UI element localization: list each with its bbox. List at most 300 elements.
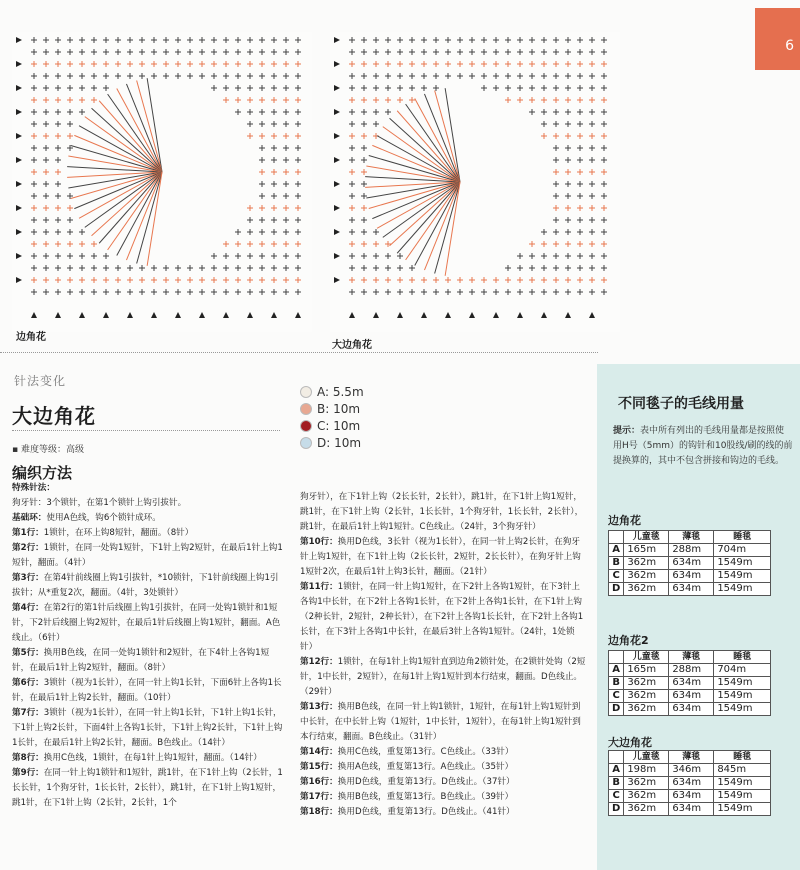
row-text: 1锁针，在同一针上钩1短针，在下2针上各钩1短针，在下3针上各钩1中长针，在下2针上各钩1长针，在下2针上各钩1长针，在下1针上钩（2种长针，2短针，2种长针），在下2针上各钩1长长针，在下2针上各钩1长针，在下3针上各钩1中长针，在最后3针上各钩1短针。（24针，1处锁针）: [300, 582, 584, 652]
stitch-mark: [115, 265, 121, 271]
stitch-mark: [199, 37, 205, 43]
stitch-mark: [103, 85, 109, 91]
instruction-row: [300, 745, 586, 760]
stitch-mark: [283, 289, 289, 295]
row-key: D: [609, 583, 624, 596]
yarn-table-title: 大边角花: [608, 736, 652, 749]
stitch-mark: [31, 289, 37, 295]
stitch-mark: [601, 157, 607, 163]
stitch-mark: [235, 85, 241, 91]
stitch-mark: [79, 253, 85, 259]
stitch-mark: [553, 85, 559, 91]
instruction-row: [300, 775, 586, 790]
stitch-mark: [409, 73, 415, 79]
instruction-row: [300, 760, 586, 775]
difficulty-text: 难度等级：高级: [20, 445, 84, 455]
stitch-mark: [433, 289, 439, 295]
row-key: B: [609, 777, 624, 790]
stitch-mark: [271, 289, 277, 295]
stitch-mark: [259, 217, 265, 223]
row-label: 第17行：: [300, 792, 338, 802]
row-key: A: [609, 544, 624, 557]
stitch-mark: [589, 145, 595, 151]
stitch-mark: [421, 277, 427, 283]
arrow-icon: [151, 312, 157, 318]
stitch-mark: [31, 97, 37, 103]
stitch-mark: [271, 85, 277, 91]
stitch-mark: [43, 229, 49, 235]
stitch-mark: [31, 73, 37, 79]
stitch-mark: [247, 133, 253, 139]
stitch-mark: [271, 49, 277, 55]
stitch-mark: [151, 73, 157, 79]
stitch-mark: [67, 133, 73, 139]
stitch-mark: [67, 121, 73, 127]
stitch-mark: [283, 145, 289, 151]
table-row: [609, 664, 771, 677]
stitch-mark: [163, 289, 169, 295]
legend-item: [300, 417, 364, 434]
arrow-icon: [31, 312, 37, 318]
stitch-mark: [55, 289, 61, 295]
stitch-mark: [373, 241, 379, 247]
stitch-mark: [259, 241, 265, 247]
table-cell: 1549m: [714, 790, 771, 803]
legend-label: B: 10m: [317, 401, 361, 416]
stitch-mark: [259, 289, 265, 295]
table-cell: 634m: [669, 677, 714, 690]
stitch-mark: [565, 241, 571, 247]
row-text: 换用C色线，1锁针，在每1针上钩1短针，翻面。（14针）: [43, 753, 262, 763]
stitch-mark: [553, 277, 559, 283]
stitch-mark: [505, 289, 511, 295]
arrow-icon: [565, 312, 571, 318]
stitch-mark: [373, 229, 379, 235]
stitch-mark: [67, 265, 73, 271]
stitch-mark: [577, 193, 583, 199]
tip-text: 表中所有列出的毛线用量都是按照使用H号（5mm）的钩针和10股线/刷的线的前提换算的，其中不包含拼接和钩边的毛线。: [613, 426, 793, 466]
table-cell: 1549m: [714, 803, 771, 816]
stitch-mark: [601, 289, 607, 295]
stitch-mark: [43, 241, 49, 247]
stitch-mark: [55, 145, 61, 151]
stitch-mark: [43, 289, 49, 295]
stitch-mark: [361, 133, 367, 139]
stitch-mark: [577, 73, 583, 79]
stitch-mark: [505, 97, 511, 103]
stitch-mark: [31, 49, 37, 55]
stitch-mark: [589, 49, 595, 55]
stitch-mark: [103, 61, 109, 67]
stitch-mark: [283, 109, 289, 115]
table-cell: 634m: [669, 703, 714, 716]
stitch-mark: [259, 229, 265, 235]
stitch-mark: [235, 109, 241, 115]
stitch-mark: [55, 181, 61, 187]
page-number: 6: [785, 38, 794, 54]
table-cell: 362m: [624, 570, 669, 583]
stitch-mark: [577, 157, 583, 163]
stitch-mark: [433, 85, 439, 91]
stitch-mark: [259, 73, 265, 79]
stitch-mark: [247, 277, 253, 283]
stitch-mark: [553, 265, 559, 271]
stitch-mark: [517, 61, 523, 67]
stitch-mark: [103, 265, 109, 271]
stitch-mark: [139, 37, 145, 43]
stitch-mark: [541, 241, 547, 247]
stitch-mark: [505, 73, 511, 79]
stitch-mark: [235, 49, 241, 55]
stitch-mark: [361, 109, 367, 115]
stitch-mark: [589, 265, 595, 271]
stitch-mark: [247, 265, 253, 271]
stitch-mark: [151, 37, 157, 43]
stitch-mark: [43, 169, 49, 175]
stitch-mark: [43, 193, 49, 199]
legend-label: C: 10m: [317, 418, 361, 433]
stitch-mark: [385, 241, 391, 247]
stitch-stroke: [92, 172, 162, 236]
stitch-mark: [67, 205, 73, 211]
stitch-mark: [115, 289, 121, 295]
stitch-mark: [541, 37, 547, 43]
stitch-mark: [349, 49, 355, 55]
stitch-mark: [199, 277, 205, 283]
legend-item: [300, 400, 364, 417]
stitch-mark: [493, 49, 499, 55]
stitch-mark: [505, 85, 511, 91]
stitch-mark: [139, 265, 145, 271]
stitch-mark: [79, 289, 85, 295]
stitch-mark: [223, 49, 229, 55]
stitch-mark: [55, 49, 61, 55]
instruction-row: [300, 490, 586, 535]
stitch-mark: [163, 73, 169, 79]
row-text: 换用B色线，重复第13行。B色线止。（39针）: [337, 792, 514, 802]
stitch-mark: [283, 205, 289, 211]
arrow-icon: [334, 229, 340, 235]
stitch-mark: [361, 97, 367, 103]
stitch-mark: [223, 289, 229, 295]
stitch-mark: [223, 265, 229, 271]
stitch-mark: [235, 265, 241, 271]
stitch-mark: [163, 37, 169, 43]
stitch-mark: [175, 61, 181, 67]
table-cell: 704m: [714, 544, 771, 557]
stitch-mark: [235, 253, 241, 259]
stitch-mark: [295, 157, 301, 163]
stitch-mark: [55, 193, 61, 199]
stitch-mark: [397, 97, 403, 103]
stitch-mark: [67, 217, 73, 223]
stitch-mark: [553, 217, 559, 223]
stitch-mark: [601, 61, 607, 67]
row-text: 3锁针（视为1长针），在同一针上钩1长针，下1针上钩1长针，下1针上钩2长针，下面4针上各钩1长针，下1针上钩2长针，下1针上钩1长针，在最后1针上钩2长针，翻面。B色线止。（14针）: [12, 708, 283, 748]
instruction-row: [12, 496, 286, 511]
stitch-mark: [409, 265, 415, 271]
stitch-mark: [175, 277, 181, 283]
method-heading: 编织方法: [12, 464, 73, 482]
table-cell: 634m: [669, 790, 714, 803]
stitch-mark: [31, 157, 37, 163]
stitch-mark: [247, 85, 253, 91]
stitch-mark: [271, 169, 277, 175]
tip-label: 提示：: [613, 426, 641, 436]
stitch-mark: [541, 277, 547, 283]
stitch-mark: [175, 37, 181, 43]
stitch-mark: [361, 157, 367, 163]
stitch-mark: [43, 217, 49, 223]
stitch-mark: [295, 61, 301, 67]
stitch-mark: [163, 277, 169, 283]
stitch-mark: [211, 37, 217, 43]
row-text: 换用D色线，重复第13行。D色线止。（37针）: [337, 777, 515, 787]
row-key: D: [609, 803, 624, 816]
stitch-mark: [349, 217, 355, 223]
arrow-icon: [334, 205, 340, 211]
stitch-mark: [139, 277, 145, 283]
stitch-mark: [31, 121, 37, 127]
stitch-mark: [601, 277, 607, 283]
stitch-mark: [385, 73, 391, 79]
arrow-icon: [16, 181, 22, 187]
stitch-mark: [397, 85, 403, 91]
stitch-mark: [31, 241, 37, 247]
instruction-row: [300, 790, 586, 805]
table-cell: 288m: [669, 664, 714, 677]
stitch-mark: [271, 265, 277, 271]
stitch-mark: [601, 253, 607, 259]
color-legend: [300, 383, 364, 451]
table-cell: 362m: [624, 790, 669, 803]
stitch-mark: [553, 229, 559, 235]
stitch-mark: [55, 97, 61, 103]
stitch-mark: [517, 37, 523, 43]
stitch-mark: [31, 205, 37, 211]
stitch-mark: [223, 61, 229, 67]
row-key: B: [609, 557, 624, 570]
stitch-mark: [457, 49, 463, 55]
yarn-table: [608, 750, 771, 816]
row-label: 第4行：: [12, 603, 44, 613]
stitch-mark: [529, 61, 535, 67]
stitch-mark: [589, 217, 595, 223]
stitch-mark: [31, 133, 37, 139]
arrow-icon: [16, 229, 22, 235]
stitch-mark: [283, 73, 289, 79]
stitch-mark: [445, 277, 451, 283]
stitch-mark: [259, 265, 265, 271]
stitch-mark: [223, 37, 229, 43]
stitch-mark: [433, 61, 439, 67]
stitch-mark: [43, 49, 49, 55]
stitch-mark: [115, 73, 121, 79]
stitch-mark: [565, 277, 571, 283]
stitch-mark: [481, 73, 487, 79]
instruction-row: [300, 805, 586, 820]
stitch-mark: [247, 205, 253, 211]
stitch-mark: [349, 157, 355, 163]
section-divider: [0, 352, 598, 365]
stitch-mark: [409, 49, 415, 55]
stitch-mark: [55, 37, 61, 43]
legend-item: [300, 383, 364, 400]
stitch-mark: [397, 253, 403, 259]
stitch-mark: [79, 265, 85, 271]
stitch-mark: [31, 277, 37, 283]
stitch-mark: [541, 49, 547, 55]
stitch-mark: [259, 277, 265, 283]
stitch-mark: [373, 61, 379, 67]
arrow-icon: [16, 85, 22, 91]
row-label: 第3行：: [12, 573, 44, 583]
stitch-mark: [577, 277, 583, 283]
stitch-mark: [55, 73, 61, 79]
stitch-mark: [187, 289, 193, 295]
stitch-mark: [373, 121, 379, 127]
stitch-mark: [271, 157, 277, 163]
stitch-mark: [151, 265, 157, 271]
stitch-mark: [235, 277, 241, 283]
instruction-row: [12, 646, 286, 676]
stitch-mark: [55, 253, 61, 259]
stitch-mark: [553, 253, 559, 259]
stitch-mark: [43, 145, 49, 151]
stitch-mark: [601, 169, 607, 175]
stitch-mark: [211, 85, 217, 91]
stitch-mark: [271, 217, 277, 223]
stitch-stroke: [390, 182, 460, 246]
stitch-mark: [55, 109, 61, 115]
row-label: 第1行：: [12, 528, 44, 538]
stitch-mark: [469, 61, 475, 67]
stitch-mark: [541, 289, 547, 295]
arrow-icon: [349, 312, 355, 318]
stitch-mark: [211, 289, 217, 295]
table-row: [609, 777, 771, 790]
stitch-mark: [43, 97, 49, 103]
stitch-mark: [79, 61, 85, 67]
stitch-mark: [163, 265, 169, 271]
stitch-mark: [127, 289, 133, 295]
arrow-icon: [517, 312, 523, 318]
panel-tip: [613, 424, 793, 469]
table-cell: 362m: [624, 777, 669, 790]
instructions-column-middle: [300, 490, 586, 820]
stitch-mark: [553, 181, 559, 187]
stitch-mark: [361, 85, 367, 91]
row-text: 换用B色线，在同一针上钩1锁针，1短针，在每1针上钩1短针到中长针，在中长针上钩（1短针，1中长针，1短针），在每1针上钩1短针到本行结束，翻面。B色线止。（31针）: [300, 702, 581, 742]
instruction-row: [12, 571, 286, 601]
yarn-table-title: 边角花2: [608, 634, 649, 647]
stitch-mark: [505, 277, 511, 283]
stitch-mark: [295, 169, 301, 175]
stitch-mark: [187, 73, 193, 79]
stitch-mark: [247, 241, 253, 247]
stitch-mark: [103, 253, 109, 259]
stitch-mark: [577, 181, 583, 187]
stitch-mark: [163, 49, 169, 55]
stitch-mark: [505, 37, 511, 43]
stitch-mark: [385, 97, 391, 103]
stitch-mark: [55, 265, 61, 271]
table-cell: 1549m: [714, 690, 771, 703]
stitch-mark: [529, 73, 535, 79]
stitch-mark: [349, 145, 355, 151]
stitch-mark: [577, 49, 583, 55]
stitch-mark: [199, 49, 205, 55]
stitch-mark: [373, 73, 379, 79]
stitch-mark: [373, 37, 379, 43]
arrow-icon: [589, 312, 595, 318]
stitch-mark: [187, 265, 193, 271]
stitch-mark: [349, 61, 355, 67]
row-text: 在第4针前线圈上钩1引拔针，*10锁针，下1针前线圈上钩1引拔针；从*重复2次，翻面。（4针，3处锁针）: [12, 573, 279, 598]
stitch-mark: [115, 37, 121, 43]
stitch-mark: [373, 253, 379, 259]
stitch-mark: [79, 85, 85, 91]
stitch-mark: [529, 253, 535, 259]
stitch-mark: [385, 37, 391, 43]
stitch-mark: [421, 49, 427, 55]
table-cell: 362m: [624, 557, 669, 570]
stitch-mark: [127, 277, 133, 283]
stitch-mark: [601, 97, 607, 103]
stitch-mark: [91, 37, 97, 43]
stitch-mark: [577, 133, 583, 139]
stitch-mark: [397, 49, 403, 55]
stitch-mark: [493, 85, 499, 91]
table-cell: 634m: [669, 570, 714, 583]
stitch-mark: [295, 85, 301, 91]
stitch-mark: [271, 73, 277, 79]
stitch-mark: [115, 61, 121, 67]
stitch-mark: [349, 205, 355, 211]
stitch-mark: [211, 61, 217, 67]
stitch-mark: [577, 289, 583, 295]
stitch-mark: [55, 85, 61, 91]
stitch-mark: [541, 109, 547, 115]
stitch-mark: [259, 97, 265, 103]
stitch-mark: [211, 277, 217, 283]
stitch-mark: [187, 49, 193, 55]
stitch-mark: [601, 49, 607, 55]
stitch-mark: [259, 205, 265, 211]
stitch-mark: [373, 109, 379, 115]
arrow-icon: [16, 37, 22, 43]
instruction-row: [300, 580, 586, 655]
stitch-mark: [481, 37, 487, 43]
stitch-mark: [385, 265, 391, 271]
column-header: 儿童毯: [624, 751, 669, 764]
arrow-icon: [541, 312, 547, 318]
column-header: 儿童毯: [624, 531, 669, 544]
arrow-icon: [334, 277, 340, 283]
stitch-mark: [139, 289, 145, 295]
stitch-mark: [349, 85, 355, 91]
pattern-title: 大边角花: [12, 404, 96, 428]
stitch-mark: [349, 253, 355, 259]
stitch-mark: [295, 241, 301, 247]
stitch-mark: [115, 49, 121, 55]
row-text: 狗牙针），在下1针上钩（2长长针，2长针），跳1针，在下1针上钩1短针，跳1针，在下1针上钩（2长针，1长长针，1个狗牙针，1长长针，2长针），跳1针，在最后1针上钩1短针。C色线止。（24针，3个狗牙针）: [300, 492, 584, 532]
stitch-mark: [577, 205, 583, 211]
stitch-mark: [361, 145, 367, 151]
stitch-mark: [223, 277, 229, 283]
stitch-mark: [361, 181, 367, 187]
stitch-mark: [43, 73, 49, 79]
